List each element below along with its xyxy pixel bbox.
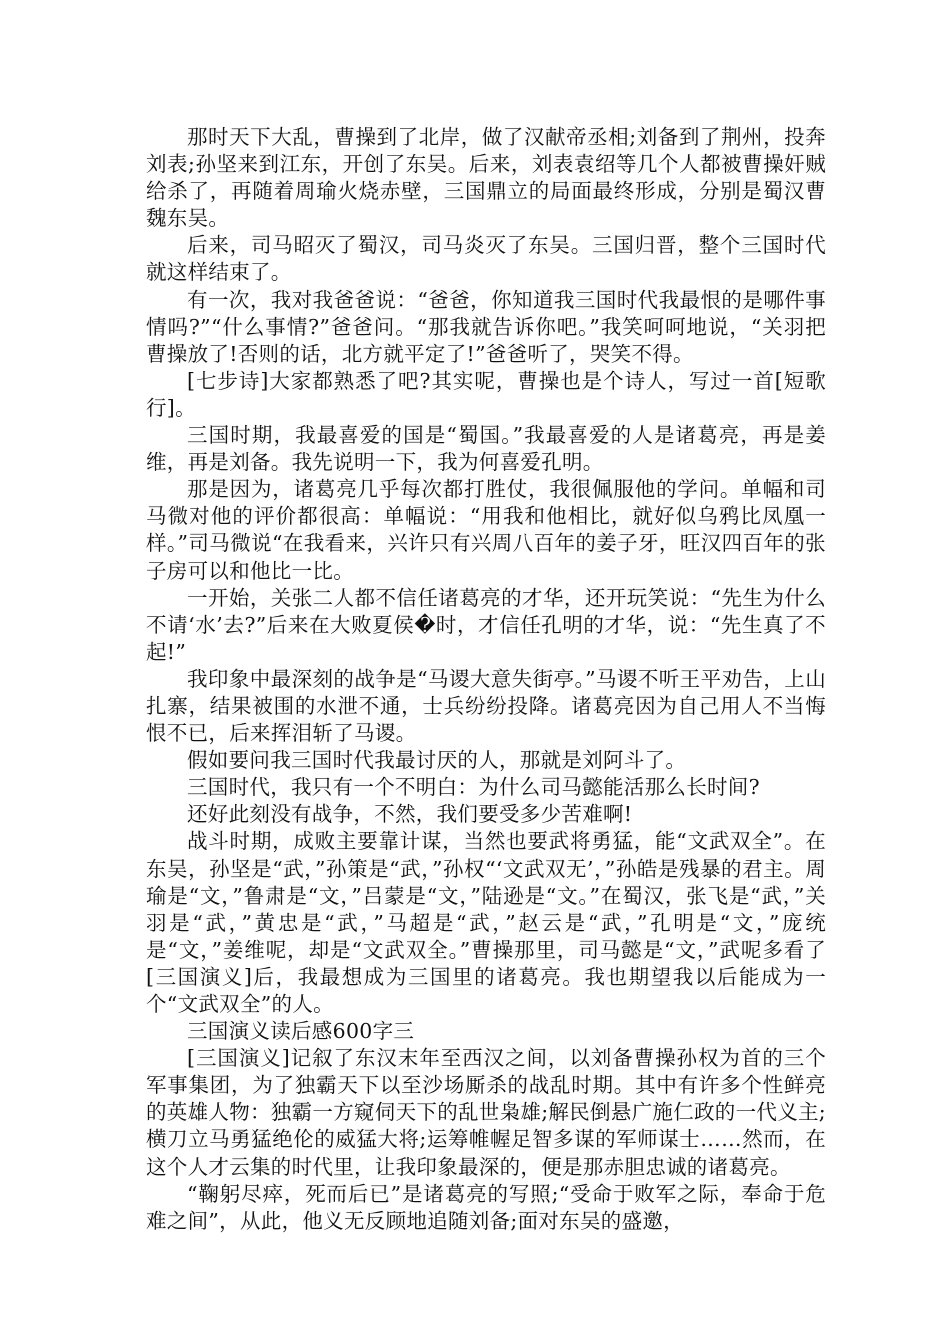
paragraph-3: 有一次，我对我爸爸说：“爸爸，你知道我三国时代我最恨的是哪件事情吗?”“什么事情?”爸爸问。“那我就告诉你吧。”我笑呵呵地说，“关羽把曹操放了!否则的话，北方就平定了!”爸爸听了，哭笑不得。 [146, 287, 826, 366]
paragraph-11: 还好此刻没有战争，不然，我们要受多少苦难啊! [187, 802, 633, 827]
paragraph-5: 三国时期，我最喜爱的国是“蜀国。”我最喜爱的人是诸葛亮，再是姜维，再是刘备。我先说明一下，我为何喜爱孔明。 [146, 423, 826, 475]
section-heading: 三国演义读后感600字三 [187, 1019, 415, 1044]
paragraph-10: 三国时代，我只有一个不明白：为什么司马懿能活那么长时间? [187, 775, 760, 800]
paragraph-2: 后来，司马昭灭了蜀汉，司马炎灭了东吴。三国归晋，整个三国时代就这样结束了。 [146, 233, 826, 285]
paragraph-6: 那是因为，诸葛亮几乎每次都打胜仗，我很佩服他的学问。单幅和司马微对他的评价都很高：单幅说：“用我和他相比，就好似乌鸦比凤凰一样。”司马微说“在我看来，兴许只有兴周八百年的姜子牙，旺汉四百年的张子房可以和他比一比。 [146, 477, 826, 583]
paragraph-7: 一开始，关张二人都不信任诸葛亮的才华，还开玩笑说：“先生为什么不请‘水’去?”后来在大败夏侯�时，才信任孔明的才华，说：“先生真了不起!” [146, 585, 826, 664]
document-body [146, 124, 826, 1235]
paragraph-12: 战斗时期，成败主要靠计谋，当然也要武将勇猛，能“文武双全”。在东吴，孙坚是“武，”孙策是“武，”孙权“‘文武双无’，”孙皓是残暴的君主。周瑜是“文，”鲁肃是“文，”吕蒙是“文，”陆逊是“文。”在蜀汉，张飞是“武，”关羽是“武，”黄忠是“武，”马超是“武，”赵云是“武，”孔明是“文，”庞统是“文，”姜维呢，却是“文武双全。”曹操那里，司马懿是“文，”武呢多看了[三国演义]后，我最想成为三国里的诸葛亮。我也期望我以后能成为一个“文武双全”的人。 [146, 829, 826, 1016]
paragraph-8: 我印象中最深刻的战争是“马谡大意失街亭。”马谡不听王平劝告，上山扎寨，结果被围的水泄不通，士兵纷纷投降。诸葛亮因为自己用人不当悔恨不已，后来挥泪斩了马谡。 [146, 666, 826, 746]
paragraph-4: [七步诗]大家都熟悉了吧?其实呢，曹操也是个诗人，写过一首[短歌行]。 [146, 368, 826, 420]
paragraph-13: [三国演义]记叙了东汉末年至西汉之间，以刘备曹操孙权为首的三个军事集团，为了独霸天下以至沙场厮杀的战乱时期。其中有许多个性鲜亮的英雄人物：独霸一方窥伺天下的乱世枭雄;解民倒悬广施仁政的一代义主;横刀立马勇猛绝伦的威猛大将;运筹帷幄足智多谋的军师谋士……然而，在这个人才云集的时代里，让我印象最深的，便是那赤胆忠诚的诸葛亮。 [146, 1046, 827, 1179]
paragraph-14: “鞠躬尽瘁，死而后已”是诸葛亮的写照;“受命于败军之际，奉命于危难之间”，从此，他义无反顾地追随刘备;面对东吴的盛邀， [146, 1181, 826, 1233]
paragraph-9: 假如要问我三国时代我最讨厌的人，那就是刘阿斗了。 [187, 748, 687, 773]
paragraph-1: 那时天下大乱，曹操到了北岸，做了汉献帝丞相;刘备到了荆州，投奔刘表;孙坚来到江东，开创了东吴。后来，刘表袁绍等几个人都被曹操奸贼给杀了，再随着周瑜火烧赤壁，三国鼎立的局面最终形成，分别是蜀汉曹魏东吴。 [146, 125, 826, 231]
